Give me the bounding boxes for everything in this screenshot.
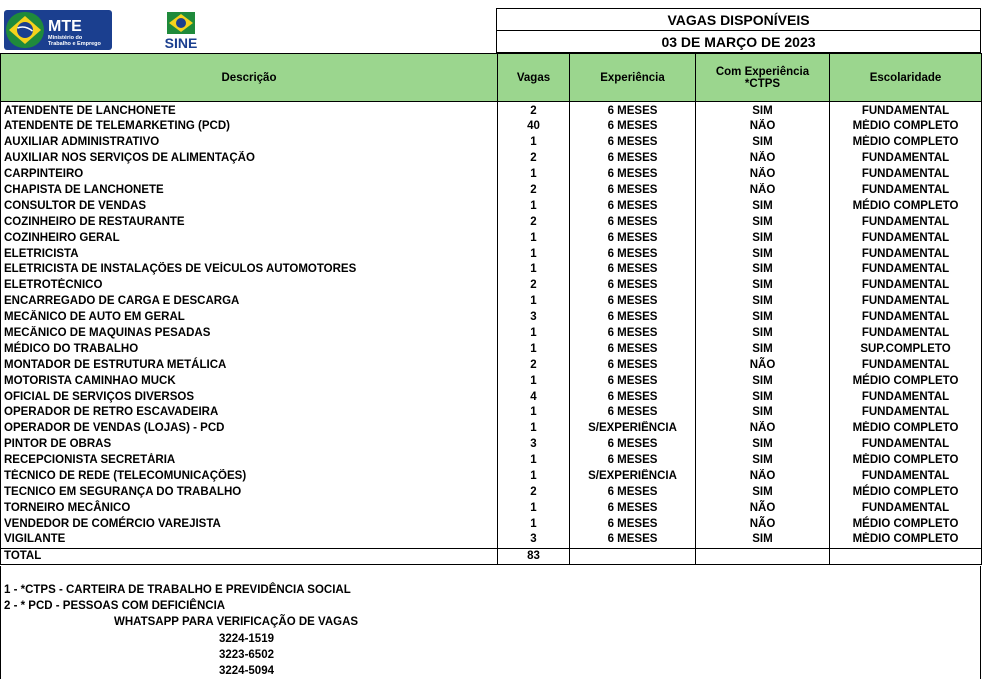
cell-experiencia: 6 MESES (570, 294, 696, 310)
table-row (1, 246, 982, 262)
cell-ctps: SIM (696, 532, 830, 548)
table-row (1, 453, 982, 469)
cell-ctps: SIM (696, 262, 830, 278)
col-header-com-experiencia (696, 54, 830, 102)
cell-escolaridade: MÉDIO COMPLETO (830, 532, 982, 548)
total-empty-cell (830, 548, 982, 564)
cell-descricao: ENCARREGADO DE CARGA E DESCARGA (1, 294, 498, 310)
table-row (1, 389, 982, 405)
cell-ctps: NÃO (696, 119, 830, 135)
cell-descricao: TECNICO EM SEGURANÇA DO TRABALHO (1, 484, 498, 500)
sine-logo-text: SINE (164, 35, 198, 51)
cell-descricao: ELETRICISTA (1, 246, 498, 262)
cell-experiencia: 6 MESES (570, 341, 696, 357)
cell-ctps: SIM (696, 102, 830, 120)
cell-experiencia: 6 MESES (570, 198, 696, 214)
cell-ctps: SIM (696, 453, 830, 469)
table-row (1, 437, 982, 453)
cell-descricao: MÉDICO DO TRABALHO (1, 341, 498, 357)
cell-descricao: TORNEIRO MECÂNICO (1, 500, 498, 516)
cell-vagas: 1 (498, 373, 570, 389)
cell-ctps: SIM (696, 405, 830, 421)
table-row (1, 326, 982, 342)
mte-logo-sub1: Ministério do (48, 35, 83, 41)
cell-vagas: 3 (498, 532, 570, 548)
cell-experiencia: 6 MESES (570, 262, 696, 278)
mte-logo-sub2: Trabalho e Emprego (48, 41, 101, 47)
cell-descricao: AUXILIAR ADMINISTRATIVO (1, 135, 498, 151)
cell-descricao: MECÂNICO DE MAQUINAS PESADAS (1, 326, 498, 342)
cell-vagas: 4 (498, 389, 570, 405)
cell-experiencia: 6 MESES (570, 453, 696, 469)
cell-ctps: SIM (696, 484, 830, 500)
cell-escolaridade: FUNDAMENTAL (830, 167, 982, 183)
table-row (1, 214, 982, 230)
cell-ctps: SIM (696, 278, 830, 294)
table-row (1, 262, 982, 278)
cell-escolaridade: MÉDIO COMPLETO (830, 453, 982, 469)
cell-vagas: 2 (498, 214, 570, 230)
total-value: 83 (498, 548, 570, 564)
cell-experiencia: 6 MESES (570, 119, 696, 135)
cell-descricao: VENDEDOR DE COMÉRCIO VAREJISTA (1, 516, 498, 532)
table-row (1, 532, 982, 548)
note-ctps: 1 - *CTPS - CARTEIRA DE TRABALHO E PREVIDÊNCIA SOCIAL (4, 584, 351, 596)
cell-vagas: 2 (498, 151, 570, 167)
whatsapp-label: WHATSAPP PARA VERIFICAÇÃO DE VAGAS (114, 616, 359, 628)
total-row (1, 548, 982, 564)
cell-escolaridade: FUNDAMENTAL (830, 357, 982, 373)
cell-vagas: 1 (498, 326, 570, 342)
table-row (1, 421, 982, 437)
cell-descricao: TÉCNICO DE REDE (TELECOMUNICAÇÕES) (1, 469, 498, 485)
cell-ctps: SIM (696, 198, 830, 214)
cell-escolaridade: FUNDAMENTAL (830, 437, 982, 453)
total-empty-cell (570, 548, 696, 564)
cell-escolaridade: FUNDAMENTAL (830, 183, 982, 199)
cell-escolaridade: MÉDIO COMPLETO (830, 198, 982, 214)
cell-descricao: OFICIAL DE SERVIÇOS DIVERSOS (1, 389, 498, 405)
cell-experiencia: 6 MESES (570, 151, 696, 167)
table-row (1, 183, 982, 199)
phone-number: 3223-6502 (219, 649, 274, 661)
cell-escolaridade: FUNDAMENTAL (830, 405, 982, 421)
cell-descricao: MECÂNICO DE AUTO EM GERAL (1, 310, 498, 326)
cell-ctps: SIM (696, 437, 830, 453)
table-row (1, 230, 982, 246)
cell-descricao: ATENDENTE DE TELEMARKETING (PCD) (1, 119, 498, 135)
header (0, 8, 981, 53)
cell-vagas: 1 (498, 135, 570, 151)
cell-experiencia: 6 MESES (570, 278, 696, 294)
cell-experiencia: 6 MESES (570, 326, 696, 342)
cell-ctps: NÃO (696, 500, 830, 516)
cell-experiencia: S/EXPERIÊNCIA (570, 469, 696, 485)
cell-vagas: 2 (498, 183, 570, 199)
cell-experiencia: 6 MESES (570, 500, 696, 516)
cell-escolaridade: FUNDAMENTAL (830, 102, 982, 120)
cell-experiencia: 6 MESES (570, 167, 696, 183)
cell-experiencia: 6 MESES (570, 310, 696, 326)
cell-descricao: MONTADOR DE ESTRUTURA METÁLICA (1, 357, 498, 373)
table-row (1, 405, 982, 421)
cell-descricao: CONSULTOR DE VENDAS (1, 198, 498, 214)
table-row (1, 373, 982, 389)
cell-descricao: ATENDENTE DE LANCHONETE (1, 102, 498, 120)
cell-descricao: VIGILANTE (1, 532, 498, 548)
cell-ctps: NÃO (696, 516, 830, 532)
cell-ctps: NÃO (696, 357, 830, 373)
cell-experiencia: 6 MESES (570, 405, 696, 421)
cell-vagas: 1 (498, 421, 570, 437)
table-row (1, 151, 982, 167)
cell-descricao: RECEPCIONISTA SECRETÁRIA (1, 453, 498, 469)
cell-vagas: 1 (498, 198, 570, 214)
cell-experiencia: 6 MESES (570, 246, 696, 262)
cell-ctps: SIM (696, 135, 830, 151)
cell-vagas: 1 (498, 262, 570, 278)
cell-escolaridade: MÉDIO COMPLETO (830, 373, 982, 389)
total-label: TOTAL (1, 548, 498, 564)
sine-logo (158, 10, 204, 53)
cell-experiencia: 6 MESES (570, 357, 696, 373)
cell-descricao: ELETRICISTA DE INSTALAÇÕES DE VEÍCULOS AUTOMOTORES (1, 262, 498, 278)
cell-vagas: 2 (498, 102, 570, 120)
cell-escolaridade: FUNDAMENTAL (830, 326, 982, 342)
cell-descricao: CHAPISTA DE LANCHONETE (1, 183, 498, 199)
page-date: 03 DE MARÇO DE 2023 (661, 34, 816, 50)
cell-ctps: SIM (696, 294, 830, 310)
cell-escolaridade: MÉDIO COMPLETO (830, 516, 982, 532)
cell-ctps: SIM (696, 341, 830, 357)
cell-descricao: ELETROTÉCNICO (1, 278, 498, 294)
cell-escolaridade: MÉDIO COMPLETO (830, 119, 982, 135)
table-row (1, 167, 982, 183)
cell-experiencia: 6 MESES (570, 214, 696, 230)
cell-vagas: 1 (498, 405, 570, 421)
vacancies-table (0, 53, 982, 565)
cell-ctps: SIM (696, 373, 830, 389)
table-row (1, 357, 982, 373)
cell-experiencia: 6 MESES (570, 183, 696, 199)
cell-experiencia: 6 MESES (570, 102, 696, 120)
note-pcd: 2 - * PCD - PESSOAS COM DEFICIÊNCIA (4, 600, 226, 612)
cell-escolaridade: FUNDAMENTAL (830, 246, 982, 262)
cell-ctps: SIM (696, 214, 830, 230)
cell-escolaridade: FUNDAMENTAL (830, 389, 982, 405)
cell-escolaridade: FUNDAMENTAL (830, 310, 982, 326)
cell-vagas: 2 (498, 484, 570, 500)
cell-ctps: NÃO (696, 183, 830, 199)
cell-ctps: SIM (696, 310, 830, 326)
table-row (1, 341, 982, 357)
col-header-descricao: Descrição (1, 54, 498, 102)
col-header-com-experiencia-line1: Com Experiência (715, 65, 810, 78)
cell-escolaridade: FUNDAMENTAL (830, 214, 982, 230)
cell-vagas: 1 (498, 246, 570, 262)
cell-escolaridade: FUNDAMENTAL (830, 230, 982, 246)
total-empty-cell (696, 548, 830, 564)
cell-descricao: MOTORISTA CAMINHAO MUCK (1, 373, 498, 389)
col-header-vagas: Vagas (498, 54, 570, 102)
cell-escolaridade: FUNDAMENTAL (830, 278, 982, 294)
col-header-escolaridade: Escolaridade (830, 54, 982, 102)
cell-escolaridade: FUNDAMENTAL (830, 151, 982, 167)
cell-vagas: 1 (498, 500, 570, 516)
logos-area (0, 8, 497, 53)
phone-number: 3224-1519 (219, 633, 274, 645)
cell-descricao: CARPINTEIRO (1, 167, 498, 183)
cell-descricao: COZINHEIRO DE RESTAURANTE (1, 214, 498, 230)
cell-vagas: 3 (498, 437, 570, 453)
cell-experiencia: S/EXPERIÊNCIA (570, 421, 696, 437)
cell-vagas: 1 (498, 469, 570, 485)
cell-vagas: 1 (498, 167, 570, 183)
cell-vagas: 1 (498, 230, 570, 246)
cell-escolaridade: FUNDAMENTAL (830, 469, 982, 485)
cell-vagas: 2 (498, 278, 570, 294)
table-header-row (1, 54, 982, 102)
phone-number: 3224-5094 (219, 665, 274, 677)
footer-notes (0, 566, 981, 679)
cell-ctps: NÃO (696, 151, 830, 167)
table-row (1, 294, 982, 310)
title-box (496, 8, 981, 53)
cell-escolaridade: FUNDAMENTAL (830, 262, 982, 278)
table-row (1, 278, 982, 294)
cell-vagas: 2 (498, 357, 570, 373)
table-row (1, 469, 982, 485)
cell-descricao: OPERADOR DE VENDAS (LOJAS) - PCD (1, 421, 498, 437)
cell-experiencia: 6 MESES (570, 484, 696, 500)
cell-descricao: PINTOR DE OBRAS (1, 437, 498, 453)
cell-vagas: 1 (498, 294, 570, 310)
col-header-experiencia: Experiência (570, 54, 696, 102)
mte-logo (4, 10, 112, 50)
table-body (1, 102, 982, 565)
cell-escolaridade: MÉDIO COMPLETO (830, 421, 982, 437)
cell-ctps: SIM (696, 326, 830, 342)
cell-escolaridade: SUP.COMPLETO (830, 341, 982, 357)
cell-experiencia: 6 MESES (570, 516, 696, 532)
table-row (1, 119, 982, 135)
cell-descricao: COZINHEIRO GERAL (1, 230, 498, 246)
cell-ctps: NÃO (696, 469, 830, 485)
cell-ctps: SIM (696, 246, 830, 262)
cell-experiencia: 6 MESES (570, 532, 696, 548)
cell-vagas: 3 (498, 310, 570, 326)
cell-escolaridade: MÉDIO COMPLETO (830, 484, 982, 500)
mte-logo-text: MTE (48, 18, 82, 35)
cell-experiencia: 6 MESES (570, 389, 696, 405)
cell-experiencia: 6 MESES (570, 135, 696, 151)
cell-experiencia: 6 MESES (570, 373, 696, 389)
cell-ctps: SIM (696, 389, 830, 405)
table-row (1, 198, 982, 214)
cell-escolaridade: MÉDIO COMPLETO (830, 135, 982, 151)
table-row (1, 516, 982, 532)
cell-vagas: 1 (498, 453, 570, 469)
table-row (1, 102, 982, 120)
cell-experiencia: 6 MESES (570, 230, 696, 246)
cell-ctps: NÃO (696, 421, 830, 437)
cell-vagas: 40 (498, 119, 570, 135)
cell-ctps: SIM (696, 230, 830, 246)
cell-descricao: AUXILIAR NOS SERVIÇOS DE ALIMENTAÇÃO (1, 151, 498, 167)
cell-ctps: NÃO (696, 167, 830, 183)
col-header-ctps-line2: *CTPS (744, 77, 781, 90)
table-row (1, 135, 982, 151)
cell-experiencia: 6 MESES (570, 437, 696, 453)
table-row (1, 484, 982, 500)
cell-vagas: 1 (498, 341, 570, 357)
table-row (1, 500, 982, 516)
cell-escolaridade: FUNDAMENTAL (830, 500, 982, 516)
cell-vagas: 1 (498, 516, 570, 532)
cell-escolaridade: FUNDAMENTAL (830, 294, 982, 310)
table-row (1, 310, 982, 326)
cell-descricao: OPERADOR DE RETRO ESCAVADEIRA (1, 405, 498, 421)
page-title: VAGAS DISPONÍVEIS (497, 9, 980, 31)
